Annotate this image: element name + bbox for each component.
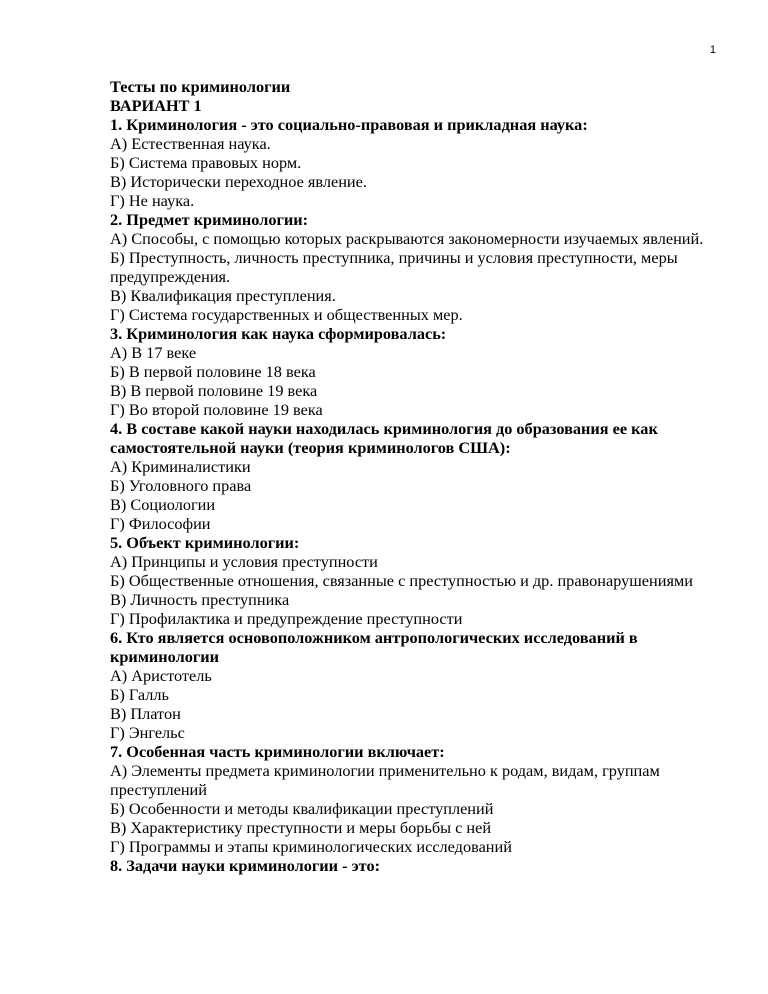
document-body (110, 77, 710, 875)
question-7 (110, 742, 710, 856)
answer-option: В) Платон (110, 704, 181, 723)
answer-option: Б) В первой половине 18 века (110, 362, 316, 381)
answer-option: А) В 17 веке (110, 343, 197, 362)
answer-option: Б) Особенности и методы квалификации преступлений (110, 799, 494, 818)
answer-option: В) Социологии (110, 495, 216, 514)
answer-option: В) В первой половине 19 века (110, 381, 318, 400)
question-1 (110, 115, 710, 210)
page-number: 1 (709, 44, 716, 56)
answer-option: Г) Система государственных и общественных мер. (110, 305, 463, 324)
answer-option: А) Принципы и условия преступности (110, 552, 378, 571)
question-text: 6. Кто является основоположником антропологических исследований в криминологии (110, 628, 638, 666)
question-5 (110, 533, 710, 628)
answer-option: В) Квалификация преступления. (110, 286, 336, 305)
question-text: 4. В составе какой науки находилась криминология до образования ее как самостоятельной науки (теория криминологов США): (110, 419, 658, 457)
answer-option: Б) Общественные отношения, связанные с преступностью и др. правонарушениями (110, 571, 693, 590)
answer-option: Г) Энгельс (110, 723, 185, 742)
answer-option: А) Естественная наука. (110, 134, 271, 153)
question-text: 5. Объект криминологии: (110, 533, 300, 552)
question-text: 3. Криминология как наука сформировалась: (110, 324, 447, 343)
answer-option: Б) Преступность, личность преступника, причины и условия преступности, меры предупреждения. (110, 248, 678, 286)
answer-option: Б) Галль (110, 685, 169, 704)
question-2 (110, 210, 710, 324)
answer-option: В) Исторически переходное явление. (110, 172, 367, 191)
answer-option: Б) Система правовых норм. (110, 153, 302, 172)
question-text: 8. Задачи науки криминологии - это: (110, 856, 381, 875)
answer-option: В) Характеристику преступности и меры борьбы с ней (110, 818, 492, 837)
answer-option: А) Аристотель (110, 666, 212, 685)
question-6 (110, 628, 710, 742)
answer-option: Г) Не наука. (110, 191, 195, 210)
question-4 (110, 419, 710, 533)
question-8 (110, 856, 710, 875)
question-text: 1. Криминология - это социально-правовая и прикладная наука: (110, 115, 588, 134)
answer-option: А) Способы, с помощью которых раскрываются закономерности изучаемых явлений. (110, 229, 704, 248)
answer-option: А) Криминалистики (110, 457, 251, 476)
document-title: Тесты по криминологии (110, 77, 291, 96)
answer-option: Г) Во второй половине 19 века (110, 400, 323, 419)
variant-heading: ВАРИАНТ 1 (110, 96, 202, 115)
answer-option: Г) Философии (110, 514, 211, 533)
answer-option: Б) Уголовного права (110, 476, 252, 495)
answer-option: Г) Программы и этапы криминологических исследований (110, 837, 512, 856)
question-3 (110, 324, 710, 419)
answer-option: В) Личность преступника (110, 590, 290, 609)
answer-option: А) Элементы предмета криминологии применительно к родам, видам, группам преступлений (110, 761, 660, 799)
question-text: 2. Предмет криминологии: (110, 210, 309, 229)
question-text: 7. Особенная часть криминологии включает: (110, 742, 445, 761)
answer-option: Г) Профилактика и предупреждение преступности (110, 609, 463, 628)
